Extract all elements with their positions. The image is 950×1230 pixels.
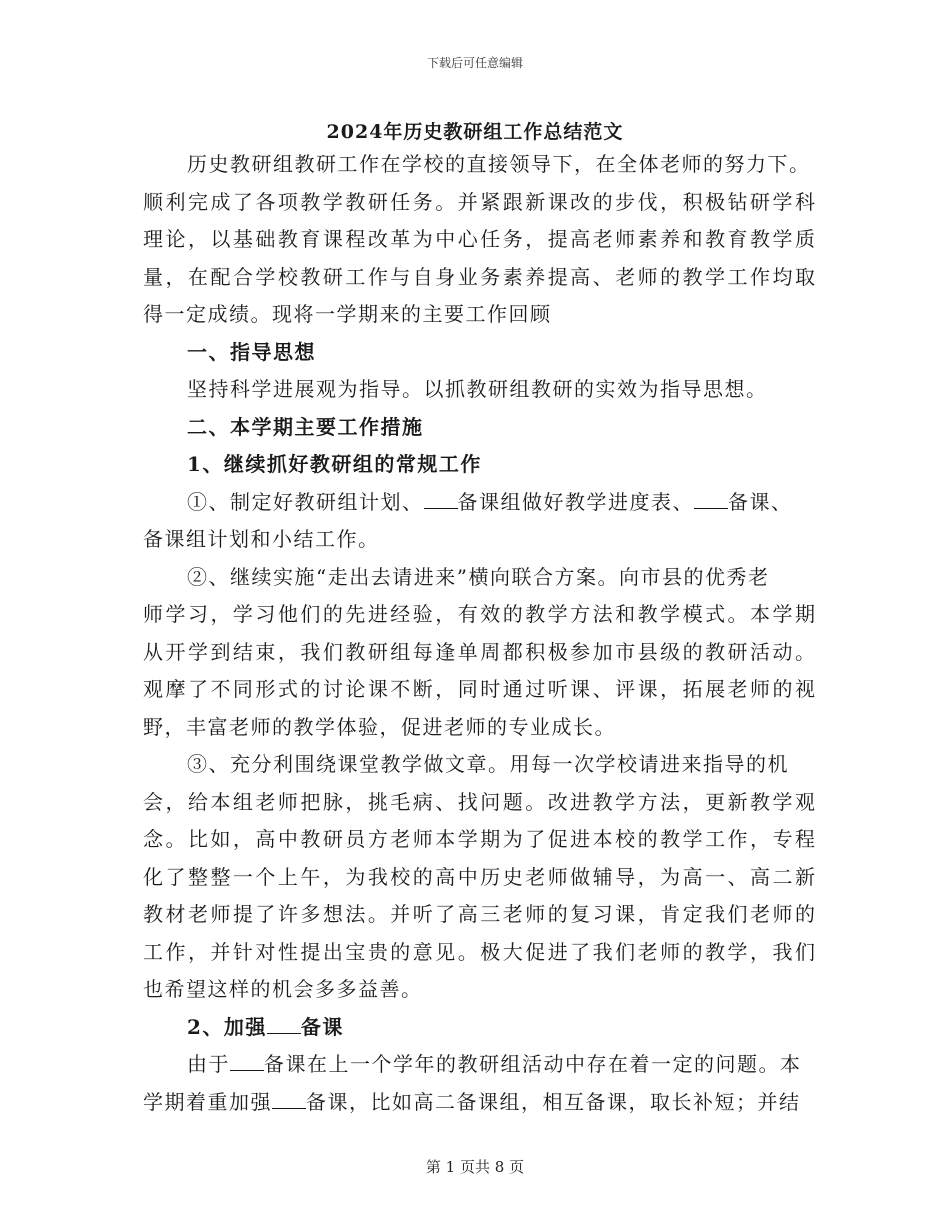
item-2-line-1: ②、继续实施“走出去请进来”横向联合方案。向市县的优秀老 bbox=[187, 564, 770, 589]
item-3-line-7: 也希望这样的机会多多益善。 bbox=[143, 977, 423, 1001]
intro-line-2: 顺利完成了各项教学教研任务。并紧跟新课改的步伐，积极钻研学科 bbox=[143, 189, 815, 214]
text-segment: 备课 bbox=[300, 1014, 344, 1039]
document-title: 2024年历史教研组工作总结范文 bbox=[326, 121, 624, 143]
document-body bbox=[143, 146, 815, 1121]
guiding-thought-text: 坚持科学进展观为指导。以抓教研组教研的实效为指导思想。 bbox=[187, 377, 768, 401]
item-2-line-3: 从开学到结束，我们教研组每逢单周都积极参加市县级的教研活动。 bbox=[143, 639, 815, 664]
item-3-line-1: ③、充分利围绕课堂教学做文章。用每一次学校请进来指导的机 bbox=[187, 752, 789, 776]
text-segment: 备课组做好教学进度表、 bbox=[457, 489, 694, 514]
intro-line-1: 历史教研组教研工作在学校的直接领导下，在全体老师的努力下。 bbox=[187, 152, 811, 176]
blank-underline bbox=[272, 1088, 306, 1109]
text-segment: ①、制定好教研组计划、 bbox=[187, 489, 424, 514]
page-footer: 第 1 页共 8 页 bbox=[425, 1158, 525, 1176]
item-1-line-1 bbox=[143, 484, 815, 522]
subsection-heading-2 bbox=[143, 1009, 815, 1047]
item-3-line-6: 工作，并针对性提出宝贵的意见。极大促进了我们老师的教学，我们 bbox=[143, 939, 815, 964]
item-3-line-5: 教材老师提了许多想法。并听了高三老师的复习课，肯定我们老师的 bbox=[143, 902, 815, 926]
header-note: 下载后可任意编辑 bbox=[426, 56, 523, 70]
text-segment: 由于 bbox=[187, 1052, 230, 1076]
text-segment: 备课、 bbox=[728, 489, 793, 514]
blank-underline bbox=[694, 488, 728, 509]
text-segment: 2、加强 bbox=[187, 1014, 267, 1039]
blank-underline bbox=[267, 1013, 301, 1034]
item-2-line-4: 观摩了不同形式的讨论课不断，同时通过听课、评课，拓展老师的视 bbox=[143, 677, 815, 701]
text-segment: 学期着重加强 bbox=[143, 1089, 272, 1114]
section-heading-2: 二、本学期主要工作措施 bbox=[187, 414, 424, 439]
item-2-line-5: 野，丰富老师的教学体验，促进老师的专业成长。 bbox=[143, 714, 616, 739]
text-segment: 备课在上一个学年的教研组活动中存在着一定的问题。本 bbox=[264, 1052, 802, 1076]
section-heading-1: 一、指导思想 bbox=[187, 339, 316, 364]
item-2-line-2: 师学习，学习他们的先进经验，有效的教学方法和教学模式。本学期 bbox=[143, 602, 815, 626]
intro-line-5: 得一定成绩。现将一学期来的主要工作回顾 bbox=[143, 302, 552, 326]
item-3-line-4: 化了整整一个上午，为我校的高中历史老师做辅导，为高一、高二新 bbox=[143, 864, 815, 889]
collective-prep-line-2 bbox=[143, 1084, 815, 1122]
intro-line-3: 理论，以基础教育课程改革为中心任务，提高老师素养和教育教学质 bbox=[143, 227, 815, 251]
blank-underline bbox=[424, 488, 458, 509]
text-segment: 备课，比如高二备课组，相互备课，取长补短；并结 bbox=[306, 1089, 801, 1114]
item-3-line-2: 会，给本组老师把脉，挑毛病、找问题。改进教学方法，更新教学观 bbox=[143, 789, 815, 814]
subsection-heading-1: 1、继续抓好教研组的常规工作 bbox=[187, 452, 482, 476]
blank-underline bbox=[230, 1050, 264, 1071]
item-1-line-2: 备课组计划和小结工作。 bbox=[143, 527, 380, 551]
collective-prep-line-1 bbox=[143, 1046, 815, 1084]
intro-line-4: 量，在配合学校教研工作与自身业务素养提高、老师的教学工作均取 bbox=[143, 264, 815, 289]
item-3-line-3: 念。比如，高中教研员方老师本学期为了促进本校的教学工作，专程 bbox=[143, 827, 815, 851]
